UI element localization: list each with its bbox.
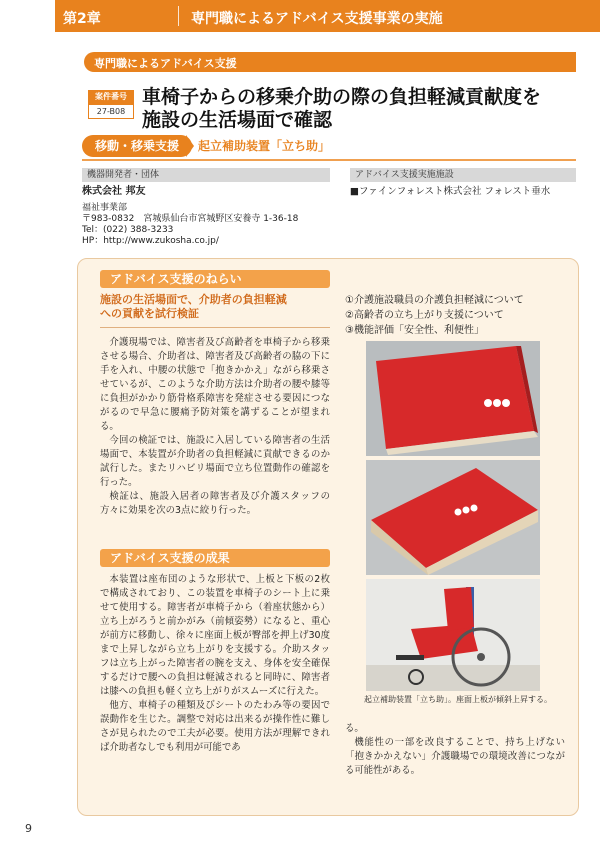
category-pill: 移動・移乗支援: [82, 135, 192, 157]
device-photo-1: [366, 341, 540, 456]
facility-name: ■ファインフォレスト株式会社 フォレスト垂水: [350, 186, 551, 197]
chapter-number: 第2章: [63, 11, 101, 27]
result-continued: [345, 722, 565, 778]
list-item: ①介護施設職員の介護負担軽減について: [345, 295, 524, 306]
title-line-2: 施設の生活場面で確認: [142, 109, 333, 131]
result-paragraph-2-cont: る。: [345, 723, 364, 734]
facility-block: [350, 168, 576, 197]
aim-lead-1: 施設の生活場面で、介助者の負担軽減: [100, 293, 287, 306]
developer-company: 株式会社 邦友: [82, 186, 146, 197]
developer-hp[interactable]: HP：http://www.zukosha.co.jp/: [82, 236, 219, 246]
divider-line: [82, 159, 576, 161]
section-bar-label: 専門職によるアドバイス支援: [94, 57, 237, 70]
result-paragraph-3: 機能性の一部を改良することで、持ち上げない「抱きかかえない」介護職場での環境改善につながる可能性がある。: [345, 737, 565, 776]
aim-heading: アドバイス支援のねらい: [100, 270, 330, 288]
list-item: ②高齢者の立ち上がり支援について: [345, 310, 504, 321]
result-paragraph-2: 他方、車椅子の種類及びシートのたわみ等の要因で誤動作を生じた。調整で対応は出来るが操作性に難しさが見られたので工夫が必要。使用方法が理解できれば介助者なしでも利用が可能であ: [100, 700, 330, 753]
photo-caption: 起立補助装置「立ち助」。座面上板が傾斜上昇する。: [364, 695, 552, 704]
section-bar: [84, 52, 576, 72]
aim-paragraph-2: 今回の検証では、施設に入居している障害者の生活場面で、本装置が介助者の負担軽減に貢献できるのか試行した。またリハビリ場面で立ち位置動作の確認を行った。: [100, 435, 330, 488]
aim-lead-rule: [100, 327, 330, 328]
wheelchair-photo: [366, 579, 540, 691]
developer-office: 福祉事業部: [82, 203, 128, 213]
result-paragraph-1: 本装置は座布団のような形状で、上板と下板の2枚で構成されており、この装置を車椅子のシート上に乗せて使用する。障害者が車椅子から（着座状態から）立ち上がろうと前かがみ（前傾姿勢）になると、重心が前方に移動し、徐々に座面上板が臀部を押上げ30度まで上昇しながら立ち上がりを支援する。介助スタッフは立ち上がった障害者の腕を支え、身体を安全確保するだけで腰への負担は軽減されると同時に、障害者は膝への負担も軽く立ち上がりがスムーズに行えた。: [100, 574, 330, 697]
points-list: [345, 293, 567, 338]
chapter-divider: [178, 6, 179, 26]
developer-heading: 機器開発者・団体: [82, 168, 330, 182]
facility-heading: アドバイス支援実施施設: [350, 168, 576, 182]
list-item: ③機能評価「安全性、利便性」: [345, 325, 484, 336]
chapter-title: 専門職によるアドバイス支援事業の実施: [191, 11, 443, 27]
aim-section: [100, 270, 330, 518]
category-arrow-icon: [186, 135, 194, 157]
device-photo-2: [366, 460, 540, 575]
aim-lead-2: への貢献を試行検証: [100, 307, 199, 320]
developer-address: 〒983-0832 宮城県仙台市宮城野区安養寺 1-36-18: [82, 214, 299, 224]
aim-paragraph-3: 検証は、施設入居者の障害者及び介護スタッフの方々に効果を次の3点に絞り行った。: [100, 491, 330, 516]
result-section: [100, 549, 330, 755]
developer-tel: Tel：(022) 388-3233: [82, 225, 174, 235]
device-name: 起立補助装置「立ち助」: [198, 139, 331, 153]
page-number: 9: [25, 822, 32, 835]
developer-block: [82, 168, 330, 247]
chapter-header: [55, 0, 600, 32]
page-title: [142, 86, 582, 132]
aim-paragraph-1: 介護現場では、障害者及び高齢者を車椅子から移乗させる場合、介助者は、障害者及び高齢者の脇の下に手を入れ、中腰の状態で「抱きかかえ」ながら移乗させているが、このような介助方法は介助者の腰や膝等に負担がかかり筋骨格系障害を発症させる要因につながるので早急に腰痛予防対策を講ずることが望まれる。: [100, 337, 330, 432]
case-label: 案件番号: [88, 90, 134, 104]
case-number: 27-B08: [88, 104, 134, 119]
title-line-1: 車椅子からの移乗介助の際の負担軽減貢献度を: [142, 86, 542, 108]
result-heading: アドバイス支援の成果: [100, 549, 330, 567]
